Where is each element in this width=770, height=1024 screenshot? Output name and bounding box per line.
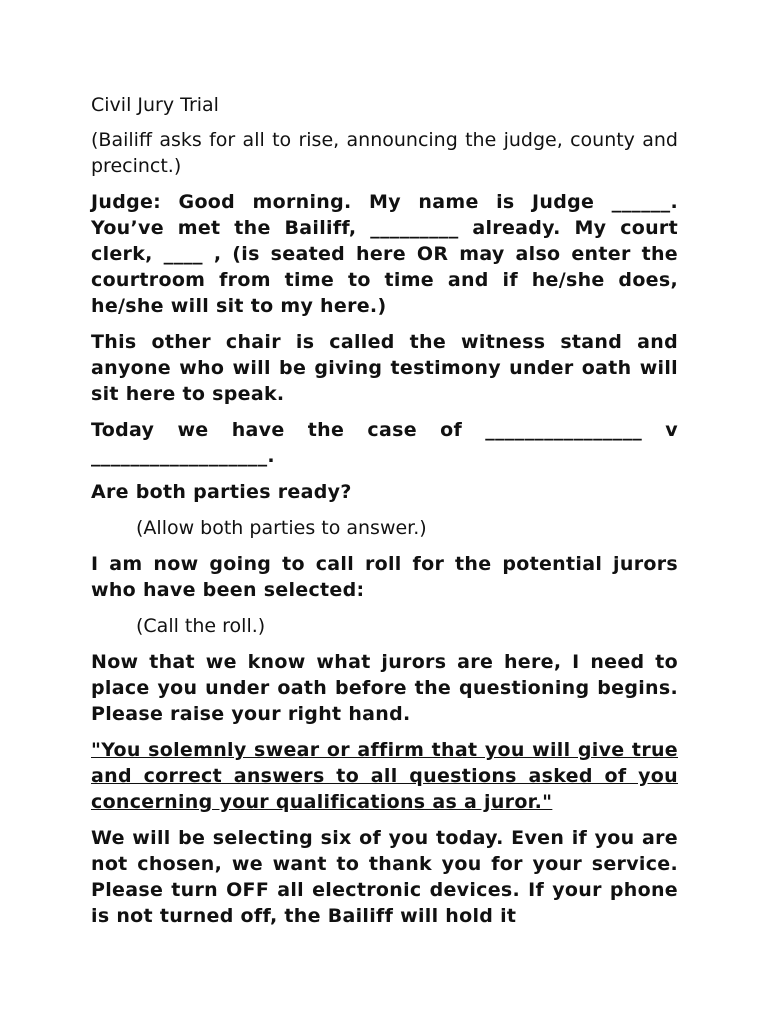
parties-ready-question: Are both parties ready? — [91, 481, 352, 503]
document-page — [91, 92, 678, 939]
case-name-line-2: __________________. — [91, 445, 275, 467]
juror-oath-text: "You solemnly swear or affirm that you will give true and correct answers to all questions asked of you concerning your qualifications as a juror." — [91, 739, 678, 813]
witness-stand-paragraph: This other chair is called the witness stand and anyone who will be giving testimony under oath will sit here to speak. — [91, 331, 678, 405]
judge-greeting: Judge: Good morning. My name is Judge ______. You’ve met the Bailiff, _________ already. My court clerk, ____ , (is seated here OR may also enter the courtroom from time to time and if he/she does, he/she will sit to my here.) — [91, 191, 678, 317]
case-name-line-1: Today we have the case of ________________ v — [91, 419, 678, 441]
oath-intro-paragraph: Now that we know what jurors are here, I need to place you under oath before the questioning begins. Please raise your right hand. — [91, 651, 678, 725]
allow-answer-instruction: (Allow both parties to answer.) — [136, 517, 427, 539]
call-roll-instruction: (Call the roll.) — [136, 615, 266, 637]
document-title: Civil Jury Trial — [91, 94, 219, 116]
case-name-paragraph — [91, 417, 678, 469]
roll-call-paragraph: I am now going to call roll for the potential jurors who have been selected: — [91, 553, 678, 601]
selection-notice-paragraph: We will be selecting six of you today. Even if you are not chosen, we want to thank you for your service. Please turn OFF all electronic devices. If your phone is not turned off, the Bailiff will hold it — [91, 827, 678, 927]
bailiff-instruction: (Bailiff asks for all to rise, announcing the judge, county and precinct.) — [91, 129, 678, 177]
